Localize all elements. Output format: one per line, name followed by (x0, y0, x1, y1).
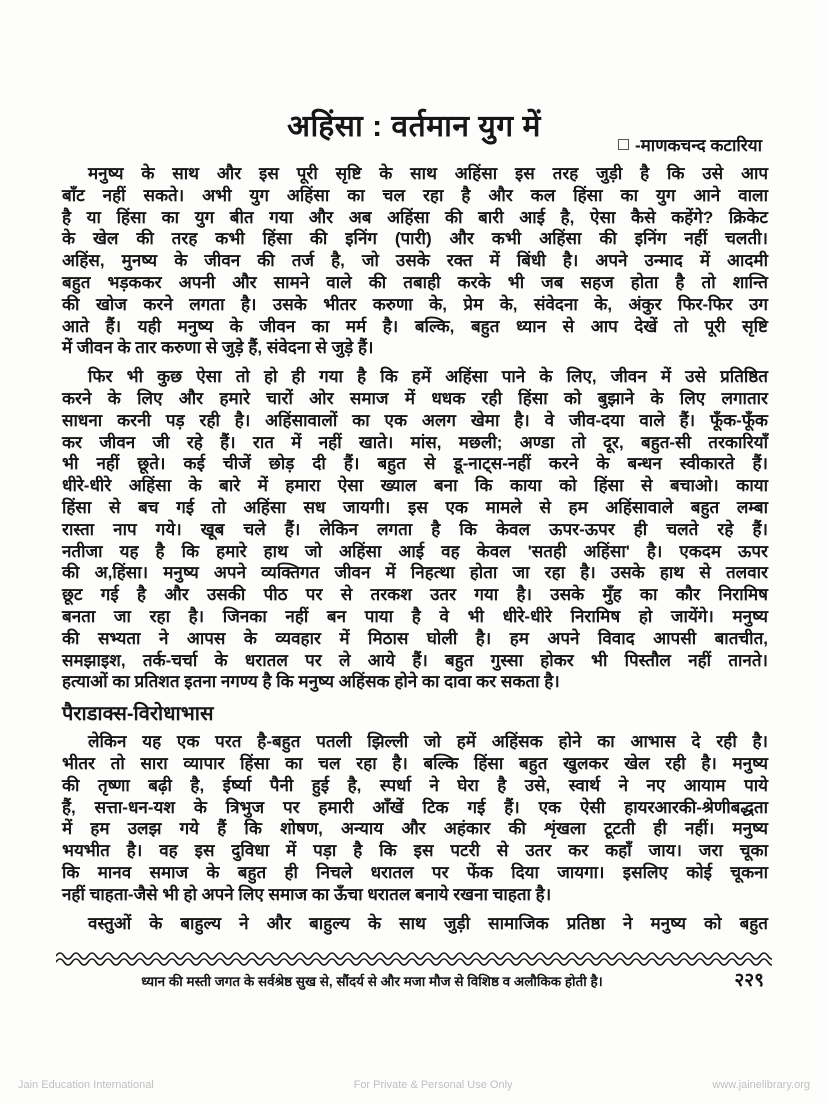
text-line: के खेल की तरह कभी हिंसा की इनिंग (पारी) और कभी अहिंसा की इनिंग नहीं चलती। (62, 229, 768, 249)
author-byline (618, 133, 762, 156)
square-bullet-icon (618, 139, 629, 150)
paragraph-2 (62, 366, 768, 693)
library-url: www.jainelibrary.org (712, 1079, 810, 1091)
text-line: अहिंस, मुनष्य के जीवन की तर्ज है, जो उसके रक्त में बिंधी है। अपने उन्माद में आदमी (62, 251, 768, 271)
text-line: भयभीत है। वह इस दुविधा में पड़ा है कि इस पटरी से उतर कर कहाँ जाय। जरा चूका (62, 841, 768, 861)
text-line: साधना करनी पड़ रही है। अहिंसावालों का एक अलग खेमा है। वे जीव-दया वाले हैं। फूँक-फूँक (62, 410, 768, 430)
text-line: करने के लिए और हमारे चारों ओर समाज में धधक रही हिंसा को बुझाने के लिए लगातार (62, 388, 768, 408)
text-line: कर जीवन जी रहे हैं। रात में नहीं खाते। मांस, मछली; अण्डा तो दूर, बहुत-सी तरकारियाँ (62, 432, 768, 452)
text-line: लेकिन यह एक परत है-बहुत पतली झिल्ली जो हमें अहिंसक होने का आभास दे रही है। (88, 732, 768, 752)
page-title: अहिंसा : वर्तमान युग में (287, 110, 541, 144)
text-line: की अ,हिंसा। मनुष्य अपने व्यक्तिगत जीवन में निहत्था होता जा रहा है। उसके हाथ से तलवार (62, 563, 768, 583)
text-line: फिर भी कुछ ऐसा तो हो ही गया है कि हमें अहिंसा पाने के लिए, जीवन में उसे प्रतिष्ठित (88, 367, 768, 387)
section-heading: पैराडाक्स-विरोधाभास (62, 703, 214, 726)
text-line: की सभ्यता ने आपस के व्यवहार में मिठास घोली है। हम अपने विवाद आपसी बातचीत, (62, 628, 768, 648)
text-line: हैं, सत्ता-धन-यश के त्रिभुज पर हमारी आँखें टिक गई हैं। एक ऐसी हायरआरकी-श्रेणीबद्धता (62, 797, 768, 817)
scan-footer-bar (18, 1079, 810, 1091)
author-name: -माणकचन्द कटारिया (634, 136, 762, 155)
text-line: वस्तुओं के बाहुल्य ने और बाहुल्य के साथ जुड़ी सामाजिक प्रतिष्ठा ने मनुष्य को बहुत (88, 913, 768, 933)
text-line: में जीवन के तार करुणा से जुड़े हैं, संवेदना से जुड़े हैं। (62, 338, 374, 358)
text-line: आते हैं। यही मनुष्य के जीवन का मर्म है। बल्कि, बहुत ध्यान से आप देखें तो पूरी सृष्टि (62, 316, 768, 336)
text-line: कि मानव समाज के बहुत ही निचले धरातल पर फेंक दिया जायगा। इसलिए कोई चूकना (62, 862, 768, 882)
paragraph-1 (62, 163, 768, 359)
text-line: छूट गई है और उसकी पीठ पर से तरकश उतर गया है। उसके मुँह का कौर निरामिष (62, 585, 768, 605)
text-line: बहुत भड़ककर अपनी और सामने वाले की तबाही करके भी जब सहज होता है तो शान्ति (62, 272, 768, 292)
text-line: बनता जा रहा है। जिनका नहीं बन पाया है वे भी धीरे-धीरे निरामिष हो जायेंगे। मनुष्य (62, 606, 768, 626)
text-line: समझाइश, तर्क-चर्चा के धरातल पर ले आये हैं। बहुत गुस्सा होकर भी पिस्तौल नहीं तानते। (62, 650, 768, 670)
page-number: २२९ (734, 970, 764, 991)
text-line: बाँट नहीं सकते। अभी युग अहिंसा का चल रहा है और कल हिंसा का युग आने वाला (62, 185, 768, 205)
text-line: नतीजा यह है कि हमारे हाथ जो अहिंसा आई वह केवल 'सतही अहिंसा' है। एकदम ऊपर (62, 541, 768, 561)
text-line: में हम उलझ गये हैं कि शोषण, अन्याय और अहंकार की शृंखला टूटती ही नहीं। मनुष्य (62, 819, 768, 839)
paragraph-4 (62, 913, 768, 935)
text-line: धीरे-धीरे अहिंसा के बारे में हमारा ऐसा ख्याल बना कि काया को हिंसा से बचाओ। काया (62, 476, 768, 496)
usage-notice: For Private & Personal Use Only (353, 1079, 513, 1091)
text-line: है या हिंसा का युग बीत गया और अब अहिंसा की बारी आई है, ऐसा कैसे कहेंगे? क्रिकेट (62, 207, 768, 227)
text-line: भी नहीं छूते। कई चीजें छोड़ दी हैं। बहुत से डू-नाट्स-नहीं करने के बन्धन स्वीकारते हैं। (62, 454, 768, 474)
text-line: की खोज करने लगता है। उसके भीतर करुणा के, प्रेम के, संवेदना के, अंकुर फिर-फिर उग (62, 294, 768, 314)
text-line: की तृष्णा बढ़ी है, ईर्ष्या पैनी हुई है, स्पर्धा ने घेरा है उसे, स्वार्थ ने नए आयाम पाये (62, 775, 768, 795)
text-line: मनुष्य के साथ और इस पूरी सृष्टि के साथ अहिंसा इस तरह जुड़ी है कि उसे आप (88, 164, 768, 183)
paragraph-3 (62, 731, 768, 905)
footer-quote: ध्यान की मस्ती जगत के सर्वश्रेष्ठ सुख से, सौंदर्य से और मजा मौज से विशिष्ठ व अलौकिक होती है। (141, 974, 603, 989)
text-line: रास्ता नाप गये। खूब चले हैं। लेकिन लगता है कि केवल ऊपर-ऊपर ही चलते रहे हैं। (62, 519, 768, 539)
text-line: भीतर तो सारा व्यापार हिंसा का चल रहा है। बल्कि हिंसा बहुत खुलकर खेल रही है। मनुष्य (62, 753, 768, 773)
body-text (62, 163, 768, 934)
text-line: हिंसा से बच गई तो अहिंसा सध जायगी। इस एक मामले से हम अहिंसावाले बहुत लम्बा (62, 497, 768, 517)
text-line: नहीं चाहता-जैसे भी हो अपने लिए समाज का ऊँचा धरातल बनाये रखना चाहता है। (62, 884, 552, 904)
text-line: हत्याओं का प्रतिशत इतना नगण्य है कि मनुष्य अहिंसक होने का दावा कर सकता है। (62, 672, 560, 692)
publisher-credit: Jain Education International (18, 1079, 154, 1091)
